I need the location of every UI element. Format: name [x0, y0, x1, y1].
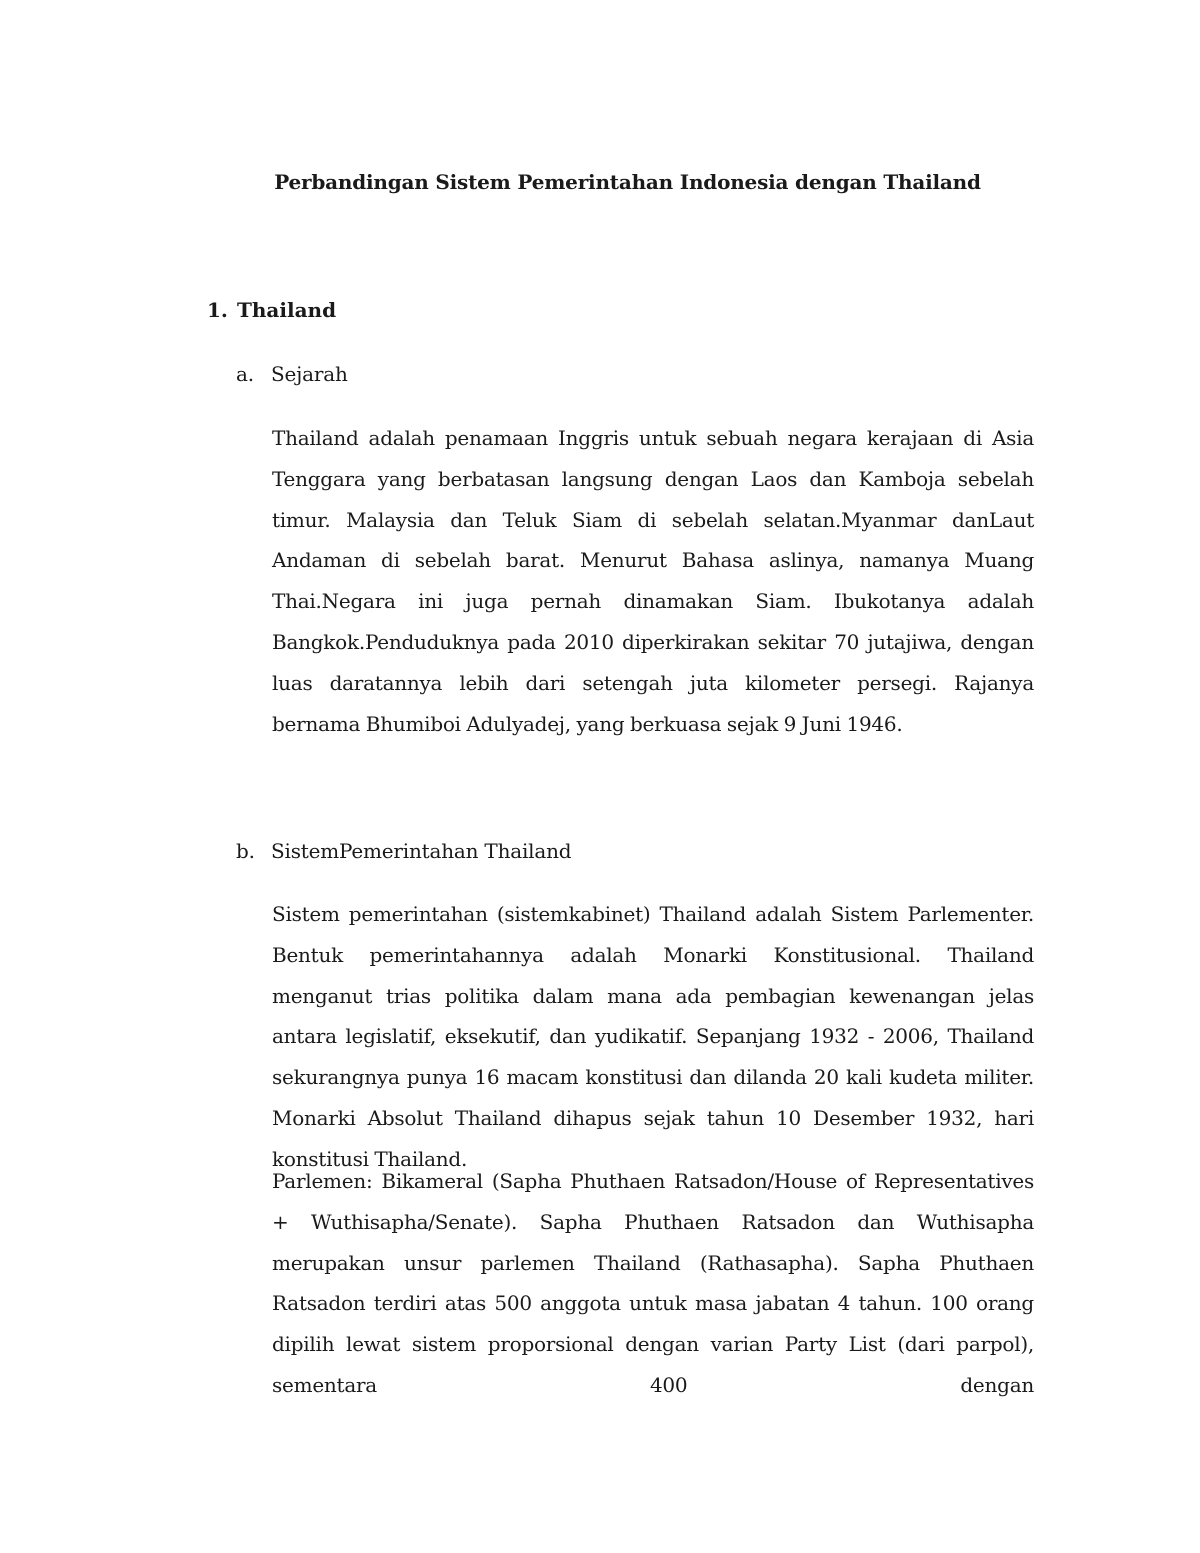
section-number: 1.	[207, 298, 228, 322]
subsection-letter: a.	[236, 362, 254, 386]
paragraph-sistem-pemerintahan: Sistem pemerintahan (sistemkabinet) Thailand adalah Sistem Parlementer. Bentuk pemerintahannya adalah Monarki Konstitusional. Thailand menganut trias politika dalam mana ada pembagian kewenangan jelas antara legislatif, eksekutif, dan yudikatif. Sepanjang 1932 - 2006, Thailand sekurangnya punya 16 macam konstitusi dan dilanda 20 kali kudeta militer. Monarki Absolut Thailand dihapus sejak tahun 10 Desember 1932, hari konstitusi Thailand.	[272, 902, 1034, 1171]
section-title: Thailand	[237, 298, 337, 322]
subsection-heading-sistem-pemerintahan	[236, 835, 571, 867]
document-title: Perbandingan Sistem Pemerintahan Indonesia dengan Thailand	[274, 170, 981, 194]
subsection-title: SistemPemerintahan Thailand	[271, 839, 572, 863]
subsection-heading-sejarah	[236, 358, 348, 390]
subsection-letter: b.	[236, 839, 255, 863]
subsection-title: Sejarah	[271, 362, 348, 386]
paragraph-parlemen: Parlemen: Bikameral (Sapha Phuthaen Ratsadon/House of Representatives + Wuthisapha/Senate). Sapha Phuthaen Ratsadon dan Wuthisapha merupakan unsur parlemen Thailand (Rathasapha). Sapha Phuthaen Ratsadon terdiri atas 500 anggota untuk masa jabatan 4 tahun. 100 orang dipilih lewat sistem proporsional dengan varian Party List (dari parpol), sementara 400 dengan	[272, 1169, 1034, 1397]
paragraph-sejarah: Thailand adalah penamaan Inggris untuk sebuah negara kerajaan di Asia Tenggara yang berbatasan langsung dengan Laos dan Kamboja sebelah timur. Malaysia dan Teluk Siam di sebelah selatan.Myanmar danLaut Andaman di sebelah barat. Menurut Bahasa aslinya, namanya Muang Thai.Negara ini juga pernah dinamakan Siam. Ibukotanya adalah Bangkok.Penduduknya pada 2010 diperkirakan sekitar 70 jutajiwa, dengan luas daratannya lebih dari setengah juta kilometer persegi. Rajanya bernama Bhumiboi Adulyadej, yang berkuasa sejak 9 Juni 1946.	[272, 426, 1034, 736]
section-heading-thailand	[207, 294, 336, 326]
